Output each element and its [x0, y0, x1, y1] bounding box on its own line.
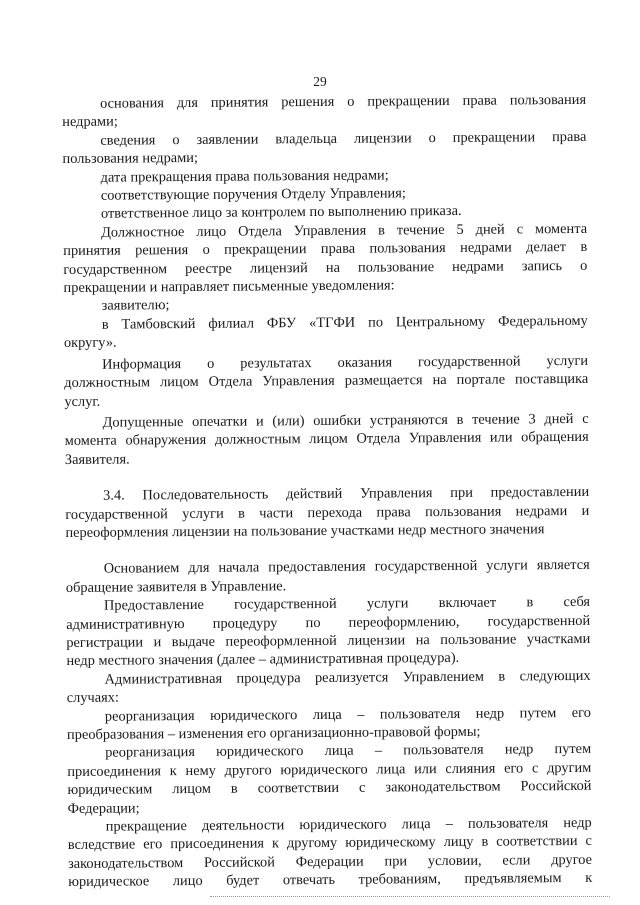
text-line: обращение заявителя в Управление.: [65, 578, 287, 596]
text-line: административную процедуру по переоформлению, государственной: [66, 612, 591, 633]
text-line: должностным лицом Отдела Управления размещается на портале поставщика: [64, 370, 589, 392]
text-line: присоединения к нему другого юридического лица или слияния его с другим: [67, 759, 592, 780]
text-line: в Тамбовский филиал ФБУ «ТГФИ по Центральному Федеральному: [101, 312, 588, 333]
text-line: Предоставление государственной услуги включает в себя: [103, 594, 591, 614]
page-number: 29: [313, 74, 327, 89]
text-line: сведения о заявлении владельца лицензии о прекращении права: [100, 128, 587, 149]
text-line: прекращении и направляет письменные уведомления:: [63, 277, 395, 297]
text-line: Должностное лицо Отдела Управления в течение 5 дней с момента: [101, 220, 588, 241]
text-line: Основанием для начала предоставления государственной услуги является: [103, 557, 590, 578]
text-line: государственном реестре лицензий на пользование недрами запись о: [63, 257, 588, 278]
text-line: Федерации;: [67, 800, 140, 817]
text-line: регистрации и выдаче переоформленной лицензии на пользование участками: [66, 630, 591, 651]
section-heading-line: государственной услуги в части перехода права пользования недрами и: [65, 502, 590, 523]
text-line: реорганизация юридического лица – пользователя недр путем: [105, 741, 592, 762]
text-line: юридическим лицом в соответствии с законодательством Российской: [67, 778, 592, 799]
section-heading-line: переоформления лицензии на пользование участками недр местного значения: [65, 521, 545, 541]
text-line: преобразования – изменения его организационно-правовой формы;: [66, 723, 481, 743]
text-line: момента обнаружения должностным лицом Отдела Управления или обращения: [64, 429, 589, 450]
text-line: основания для принятия решения о прекращении права пользования: [100, 91, 587, 112]
section-heading-line: 3.4. Последовательность действий Управления при предоставлении: [103, 483, 590, 504]
text-line: Допущенные опечатки и (или) ошибки устраняются в течение 3 дней с: [102, 410, 589, 431]
text-line: ответственное лицо за контролем по выполнению приказа.: [100, 203, 462, 223]
text-line: округу».: [63, 334, 117, 352]
text-line: законодательством Российской Федерации при условии, если другое: [67, 851, 593, 872]
text-line: пользования недрами;: [62, 150, 199, 168]
text-line: Административная процедура реализуется Управлением в следующих: [104, 667, 591, 688]
text-line: недрами;: [62, 113, 118, 131]
document-body: [62, 91, 592, 892]
text-line: недр местного значения (далее – административная процедура).: [66, 650, 460, 670]
text-line: принятия решения о прекращении права пользования недрами делает в: [63, 239, 588, 260]
text-line: заявителю;: [101, 297, 170, 315]
text-line: случаях:: [66, 689, 120, 707]
text-line: Информация о результатах оказания государственной услуги: [102, 352, 589, 373]
text-line: реорганизация юридического лица – пользователя недр путем его: [104, 704, 591, 725]
text-line: вследствие его присоединения к другому юридическому лицу в соответствии с: [67, 833, 592, 854]
text-line: дата прекращения права пользования недрами;: [100, 167, 389, 186]
text-line: услуг.: [64, 393, 101, 410]
text-line: Заявителя.: [64, 451, 130, 468]
text-line: соответствующие поручения Отделу Управления;: [100, 185, 406, 204]
text-line: прекращение деятельности юридического лица – пользователя недр: [105, 814, 592, 835]
scan-edge-line: [210, 896, 610, 897]
text-line: юридическое лицо будет отвечать требованиям, предъявляемым к: [68, 870, 593, 891]
